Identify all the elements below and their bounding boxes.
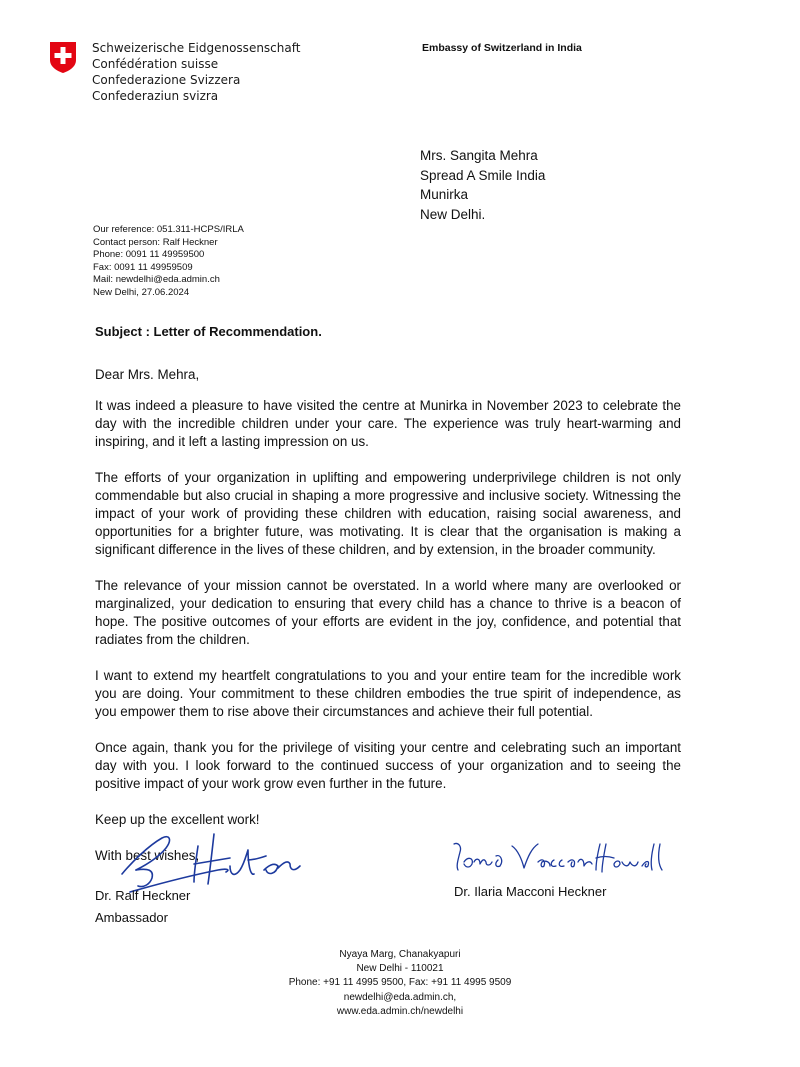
body-paragraph-6: Keep up the excellent work! <box>95 812 260 827</box>
confederation-name-fr: Confédération suisse <box>92 57 219 71</box>
contact-phone: Phone: 0091 11 49959500 <box>93 249 205 261</box>
body-paragraph-1: It was indeed a pleasure to have visited the centre at Munirka in November 2023 to celebrate the day with the incredible children under your care. The experience was truly heart-warming and inspiring, and it left a lasting impression on us. <box>95 398 681 449</box>
confederation-name-rm: Confederaziun svizra <box>92 89 219 103</box>
signature-ilaria-macconi-heckner <box>450 836 670 884</box>
contact-fax: Fax: 0091 11 49959509 <box>93 261 193 273</box>
closing: With best wishes, <box>95 848 200 863</box>
letter-body <box>95 366 681 883</box>
confederation-names <box>92 40 300 104</box>
recipient-city: New Delhi. <box>420 206 486 222</box>
body-paragraph-2: The efforts of your organization in uplifting and empowering underprivilege children is not only commendable but also crucial in shaping a more progressive and inclusive society. Witnessing the impact of your work of providing these children with education, raising social awareness, and opportunities for a brighter future, was motivating. It is clear that the organisation is making a significant difference in the lives of these children, and by extension, in the broader community. <box>95 470 681 557</box>
footer-street: Nyaya Marg, Chanakyapuri <box>339 949 461 960</box>
confederation-name-de: Schweizerische Eidgenossenschaft <box>92 41 301 55</box>
confederation-name-it: Confederazione Svizzera <box>92 73 241 87</box>
footer-address <box>0 948 800 1019</box>
subject-line: Subject : Letter of Recommendation. <box>95 324 322 339</box>
signer1-title: Ambassador <box>95 910 168 925</box>
signer1-name: Dr. Ralf Heckner <box>95 888 191 903</box>
our-reference: Our reference: 051.311-HCPS/IRLA <box>93 224 244 235</box>
recipient-locality: Munirka <box>420 187 469 202</box>
contact-person: Contact person: Ralf Heckner <box>93 236 218 248</box>
footer-city: New Delhi - 110021 <box>356 963 444 975</box>
recipient-name: Mrs. Sangita Mehra <box>420 148 538 163</box>
salutation: Dear Mrs. Mehra, <box>95 367 200 382</box>
signer2-name: Dr. Ilaria Macconi Heckner <box>454 884 607 899</box>
footer-email: newdelhi@eda.admin.ch, <box>343 991 457 1003</box>
body-paragraph-5: Once again, thank you for the privilege of visiting your centre and celebrating such an important day with you. I look forward to the continued success of your organization and to seeing the positive impact of your work grow even further in the future. <box>95 740 681 791</box>
signer-block-ambassador <box>95 885 190 929</box>
body-paragraph-3: The relevance of your mission cannot be overstated. In a world where many are overlooked or marginalized, your dedication to ensuring that every child has a chance to thrive is a beacon of hope. The positive outcomes of your efforts are evident in the joy, confidence, and potential that radiates from the children. <box>95 578 681 647</box>
footer-website: www.eda.admin.ch/newdelhi <box>336 1005 464 1017</box>
reference-block <box>93 224 244 300</box>
place-date: New Delhi, 27.06.2024 <box>93 286 190 298</box>
recipient-organization: Spread A Smile India <box>420 167 546 183</box>
footer-phone-fax: Phone: +91 11 4995 9500, Fax: +91 11 4995 9509 <box>288 977 512 989</box>
embassy-name: Embassy of Switzerland in India <box>422 42 582 54</box>
contact-mail: Mail: newdelhi@eda.admin.ch <box>93 274 220 286</box>
swiss-cross-icon <box>48 40 78 75</box>
recipient-address <box>420 146 545 224</box>
body-paragraph-4: I want to extend my heartfelt congratulations to you and your entire team for the incredible work you are doing. Your commitment to these children embodies the true spirit of independence, as you empower them to rise above their circumstances and achieve their full potential. <box>95 668 681 719</box>
